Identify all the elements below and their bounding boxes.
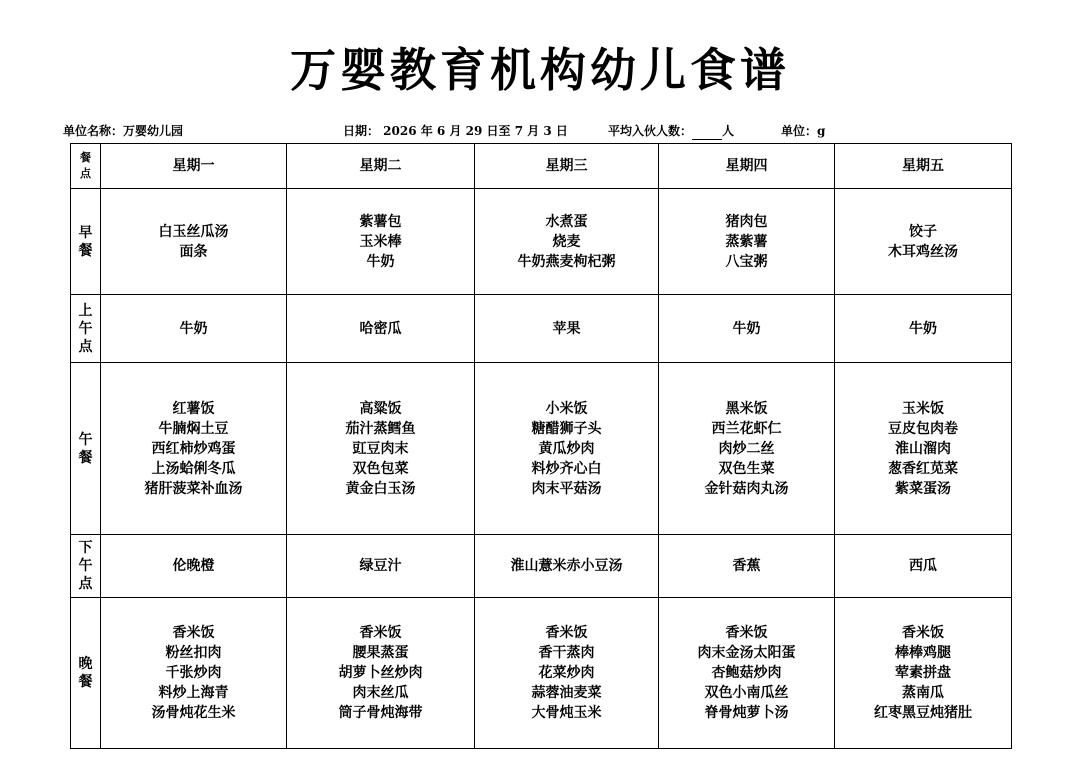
average-attendance-blank (692, 127, 722, 140)
meal-label-char: 午 (78, 320, 93, 337)
dish: 豆皮包肉卷 (888, 420, 958, 437)
meal-row-afternoon-snack (71, 535, 1012, 598)
dish: 香米饭 (725, 625, 768, 641)
dish: 黑米饭 (725, 400, 768, 417)
dish: 牛腩焖土豆 (158, 420, 229, 437)
dish: 绿豆汁 (359, 558, 402, 574)
dish: 红薯饭 (172, 400, 215, 417)
menu-cell (659, 295, 835, 363)
meal-label-lunch (71, 363, 101, 535)
dish: 玉米饭 (902, 400, 944, 417)
dish: 紫薯包 (359, 213, 402, 230)
day-header-wed: 星期三 (475, 144, 659, 189)
average-attendance-label: 平均入伙人数： (608, 124, 693, 138)
menu-cell (475, 363, 659, 535)
meal-label-char: 餐 (78, 242, 93, 259)
dish: 西兰花虾仁 (711, 420, 782, 437)
day-header-mon: 星期一 (101, 144, 287, 189)
dish: 西瓜 (909, 558, 937, 574)
average-attendance-unit: 人 (722, 124, 735, 138)
menu-cell (287, 363, 475, 535)
meal-row-morning-snack (71, 295, 1012, 363)
dish: 肉末金汤太阳蛋 (697, 645, 796, 661)
menu-cell (475, 535, 659, 598)
meal-label-char: 点 (78, 338, 93, 355)
dish: 花菜炒肉 (538, 665, 595, 681)
dish: 上汤蛤俐冬瓜 (151, 460, 236, 477)
dish: 香蕉 (732, 558, 761, 574)
menu-cell (835, 363, 1012, 535)
menu-cell (659, 598, 835, 749)
dish: 蒸南瓜 (902, 685, 944, 701)
dish: 葱香红苋菜 (888, 460, 958, 477)
menu-cell (101, 598, 287, 749)
date-range: 日期： 2026 年 6 月 29 日至 7 月 3 日 (343, 124, 568, 138)
menu-cell (835, 598, 1012, 749)
info-row (63, 122, 1023, 140)
menu-cell (101, 363, 287, 535)
meal-label-char: 点 (78, 576, 93, 592)
dish: 白玉丝瓜汤 (158, 223, 229, 240)
menu-cell (287, 189, 475, 295)
meal-label-breakfast (71, 189, 101, 295)
dish: 肉末平菇汤 (531, 480, 602, 497)
page-title: 万婴教育机构幼儿食谱 (290, 43, 790, 97)
dish: 肉炒二丝 (718, 440, 775, 457)
dish: 紫菜蛋汤 (895, 480, 951, 497)
dish: 玉米棒 (359, 233, 402, 250)
header-row (71, 144, 1012, 189)
menu-cell (101, 535, 287, 598)
menu-cell (475, 598, 659, 749)
corner-cell (71, 144, 101, 189)
dish: 香米饭 (172, 625, 215, 641)
dish: 饺子 (909, 223, 937, 240)
dish: 西红柿炒鸡蛋 (151, 440, 236, 457)
dish: 苹果 (552, 320, 581, 337)
dish: 牛奶 (366, 253, 395, 270)
dish: 豇豆肉末 (352, 440, 409, 457)
menu-cell (659, 189, 835, 295)
dish: 小米饭 (545, 400, 588, 417)
corner-char: 点 (80, 167, 91, 180)
menu-cell (475, 189, 659, 295)
meal-label-char: 午 (78, 431, 93, 448)
menu-cell (101, 295, 287, 363)
meal-label-morning-snack (71, 295, 101, 363)
dish: 牛奶 (732, 320, 761, 337)
day-header-tue: 星期二 (287, 144, 475, 189)
dish: 猪肝菠菜补血汤 (144, 480, 243, 497)
dish: 八宝粥 (725, 253, 768, 270)
dish: 粉丝扣肉 (165, 645, 222, 661)
dish: 高粱饭 (359, 400, 402, 417)
dish: 肉末丝瓜 (352, 685, 409, 701)
dish: 荤素拼盘 (895, 665, 951, 681)
meal-label-afternoon-snack (71, 535, 101, 598)
menu-cell (101, 189, 287, 295)
menu-cell (475, 295, 659, 363)
dish: 双色生菜 (718, 460, 775, 477)
menu-cell (287, 598, 475, 749)
dish: 淮山溜肉 (895, 440, 951, 457)
dish: 胡萝卜丝炒肉 (338, 665, 423, 681)
dish: 香米饭 (545, 625, 588, 641)
dish: 牛奶燕麦枸杞粥 (517, 253, 616, 270)
dish: 筒子骨炖海带 (338, 705, 423, 721)
dish: 腰果蒸蛋 (352, 645, 409, 661)
menu-cell (835, 189, 1012, 295)
menu-cell (287, 295, 475, 363)
dish: 面条 (179, 243, 208, 260)
dish: 烧麦 (552, 233, 581, 250)
dish: 淮山薏米赤小豆汤 (510, 558, 623, 574)
day-header-thu: 星期四 (659, 144, 835, 189)
meal-label-char: 上 (78, 302, 93, 319)
menu-cell (835, 295, 1012, 363)
dish: 蒜蓉油麦菜 (531, 685, 602, 701)
meal-row-dinner (71, 598, 1012, 749)
meal-label-char: 下 (78, 540, 93, 556)
menu-table (70, 143, 1012, 749)
menu-cell (659, 535, 835, 598)
dish: 汤骨炖花生米 (151, 705, 236, 721)
dish: 红枣黑豆炖猪肚 (874, 705, 972, 721)
dish: 牛奶 (909, 320, 937, 337)
meal-label-char: 早 (78, 224, 93, 241)
dish: 香米饭 (902, 625, 944, 641)
meal-label-char: 午 (78, 558, 93, 574)
dish: 哈密瓜 (359, 320, 402, 337)
meal-label-char: 晚 (78, 656, 93, 672)
dish: 茄汁蒸鳕鱼 (345, 420, 416, 437)
corner-char: 餐 (80, 151, 91, 164)
dish: 脊骨炖萝卜汤 (704, 705, 789, 721)
meal-row-breakfast (71, 189, 1012, 295)
menu-cell (287, 535, 475, 598)
dish: 水煮蛋 (545, 213, 588, 230)
dish: 猪肉包 (725, 213, 768, 230)
unit-name: 单位名称：万婴幼儿园 (63, 124, 184, 138)
dish: 香干蒸肉 (538, 645, 595, 661)
dish: 棒棒鸡腿 (895, 645, 951, 661)
dish: 蒸紫薯 (725, 233, 768, 250)
meal-label-char: 餐 (78, 674, 93, 690)
dish: 伦晚橙 (172, 558, 215, 574)
day-header-fri: 星期五 (835, 144, 1012, 189)
meal-row-lunch (71, 363, 1012, 535)
dish: 糖醋狮子头 (531, 420, 602, 437)
dish: 双色小南瓜丝 (704, 685, 789, 701)
dish: 黄瓜炒肉 (538, 440, 595, 457)
unit-label: 单位：g (781, 124, 826, 138)
menu-cell (835, 535, 1012, 598)
meal-label-char: 餐 (78, 449, 93, 466)
dish: 千张炒肉 (165, 665, 222, 681)
dish: 金针菇肉丸汤 (704, 480, 789, 497)
dish: 料炒齐心白 (531, 460, 602, 477)
dish: 香米饭 (359, 625, 402, 641)
average-attendance (608, 122, 734, 140)
dish: 双色包菜 (352, 460, 409, 477)
dish: 杏鲍菇炒肉 (711, 665, 782, 681)
menu-cell (659, 363, 835, 535)
meal-label-dinner (71, 598, 101, 749)
dish: 黄金白玉汤 (345, 480, 416, 497)
dish: 料炒上海青 (158, 685, 229, 701)
dish: 木耳鸡丝汤 (888, 243, 958, 260)
dish: 大骨炖玉米 (531, 705, 602, 721)
dish: 牛奶 (179, 320, 208, 337)
